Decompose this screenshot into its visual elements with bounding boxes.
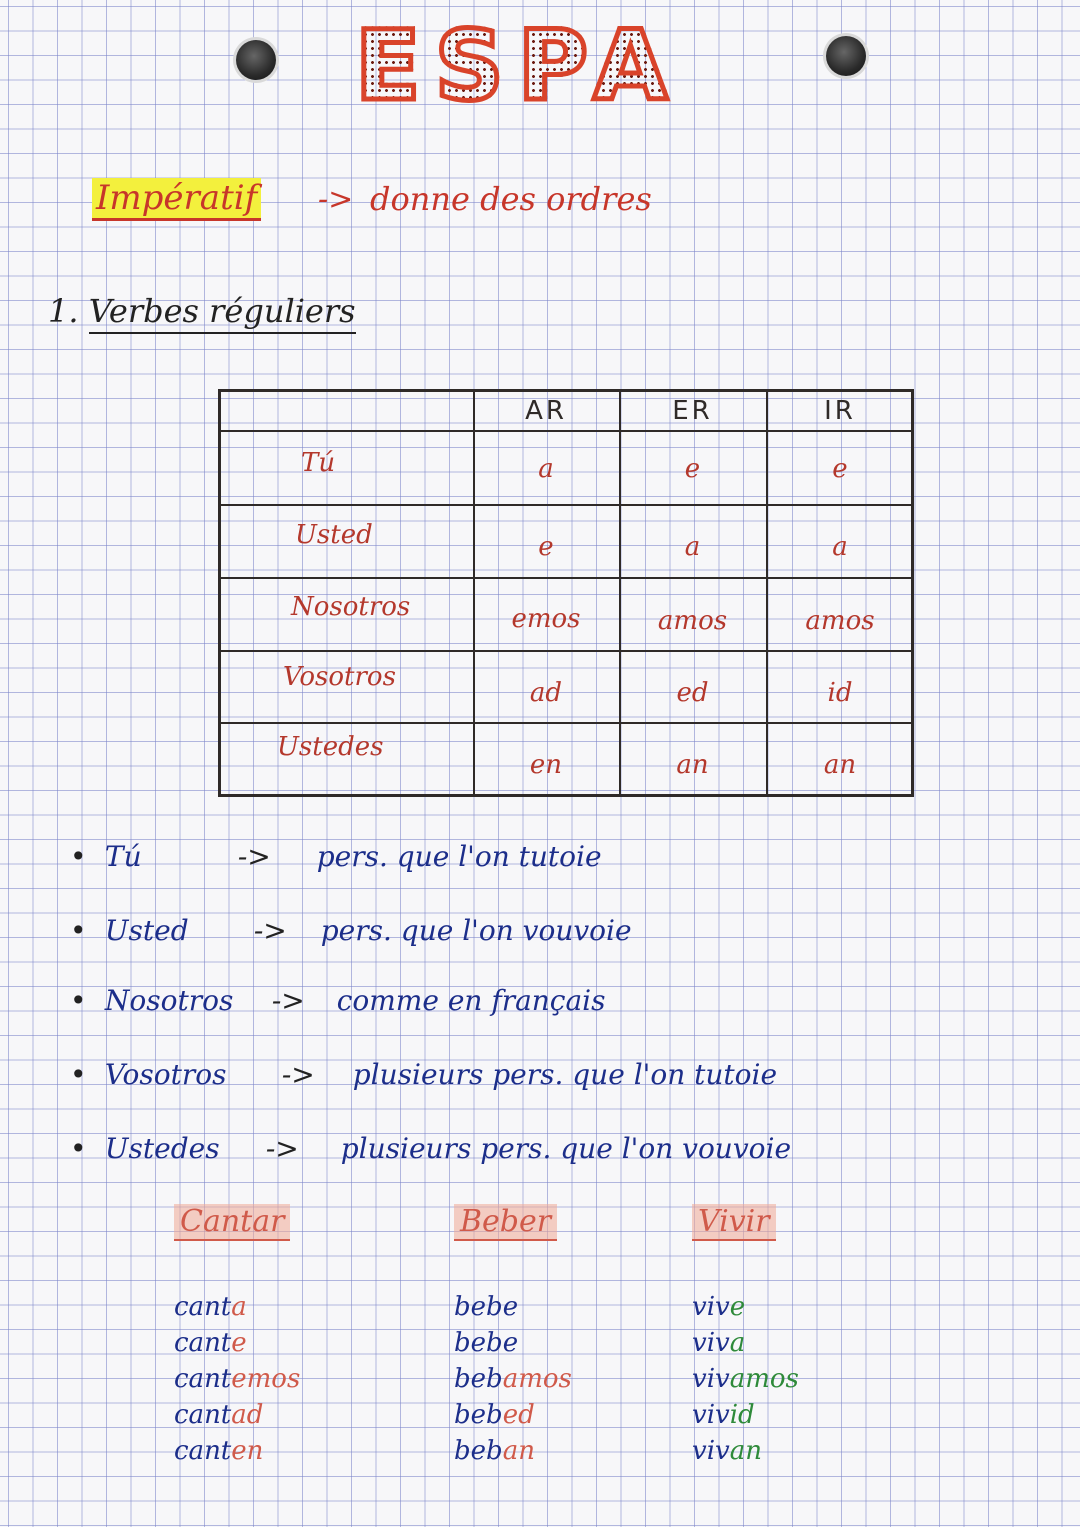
col-header-er: ER: [672, 396, 713, 426]
usage-pronoun: Vosotros: [104, 1058, 227, 1091]
endings-table: [218, 389, 914, 797]
ending-cell: a: [832, 532, 848, 562]
ending-cell: id: [827, 678, 853, 708]
page-title: ESPA: [355, 10, 682, 122]
usage-item-ustedes: [70, 1132, 791, 1165]
row-header-tu: Tú: [301, 448, 336, 478]
section-number: 1.: [48, 292, 79, 330]
row-header-vosotros: Vosotros: [283, 662, 396, 692]
bullet: •: [70, 914, 87, 947]
conjugation-line: viva: [692, 1328, 746, 1358]
ending-cell: e: [538, 532, 554, 562]
verb-heading: Vivir: [692, 1204, 776, 1241]
col-header-ar: AR: [525, 396, 567, 426]
usage-pronoun: Ustedes: [104, 1132, 220, 1165]
ending-cell: e: [832, 454, 848, 484]
ending-cell: amos: [657, 606, 728, 636]
topic-note: donne des ordres: [370, 180, 652, 218]
conjugation-line: cantemos: [174, 1364, 301, 1394]
conjugation-line: bebe: [454, 1292, 519, 1322]
conjugation-line: bebed: [454, 1400, 535, 1430]
ending-cell: a: [538, 454, 554, 484]
verb-heading: Beber: [454, 1204, 557, 1241]
ending-cell: emos: [511, 604, 581, 634]
usage-description: plusieurs pers. que l'on vouvoie: [340, 1132, 792, 1165]
bullet: •: [70, 840, 87, 873]
bullet: •: [70, 984, 87, 1017]
binder-hole-left: [236, 40, 276, 80]
conjugation-line: vivamos: [692, 1364, 799, 1394]
conjugation-line: beban: [454, 1436, 535, 1466]
binder-hole-right: [826, 36, 866, 76]
usage-pronoun: Tú: [104, 840, 142, 873]
ending-cell: an: [823, 750, 857, 780]
ending-cell: ad: [529, 678, 563, 708]
conjugation-line: vivan: [692, 1436, 762, 1466]
conjugation-line: canten: [174, 1436, 264, 1466]
usage-description: plusieurs pers. que l'on tutoie: [352, 1058, 778, 1091]
conjugation-line: cantad: [174, 1400, 264, 1430]
row-header-nosotros: Nosotros: [291, 592, 411, 622]
col-header-ir: IR: [824, 396, 856, 426]
bullet: •: [70, 1132, 87, 1165]
conjugation-line: bebamos: [454, 1364, 572, 1394]
section-heading: [48, 292, 356, 330]
conjugation-line: bebe: [454, 1328, 519, 1358]
topic-arrow: ->: [318, 182, 354, 217]
row-header-ustedes: Ustedes: [277, 732, 384, 762]
usage-pronoun: Nosotros: [104, 984, 234, 1017]
usage-arrow: ->: [271, 984, 305, 1017]
usage-description: pers. que l'on vouvoie: [320, 914, 632, 947]
row-header-usted: Usted: [295, 520, 373, 550]
usage-description: comme en français: [336, 984, 606, 1017]
conjugation-line: canta: [174, 1292, 247, 1322]
usage-arrow: ->: [253, 914, 287, 947]
section-title: Verbes réguliers: [89, 292, 356, 334]
usage-item-vosotros: [70, 1058, 777, 1091]
verb-heading: Cantar: [174, 1204, 290, 1241]
conjugation-line: vive: [692, 1292, 746, 1322]
example-beber: [454, 1204, 572, 1469]
bullet: •: [70, 1058, 87, 1091]
conjugation-line: vivid: [692, 1400, 755, 1430]
ending-cell: e: [684, 454, 701, 484]
usage-description: pers. que l'on tutoie: [316, 840, 602, 873]
usage-pronoun: Usted: [104, 914, 189, 947]
usage-item-usted: [70, 914, 632, 947]
example-vivir: [692, 1204, 799, 1469]
usage-item-tu: [70, 840, 602, 873]
ending-cell: ed: [676, 678, 709, 708]
usage-arrow: ->: [265, 1132, 299, 1165]
example-cantar: [174, 1204, 300, 1469]
usage-item-nosotros: [70, 984, 606, 1017]
conjugation-line: cante: [174, 1328, 247, 1358]
ending-cell: en: [529, 750, 563, 780]
ending-cell: amos: [805, 606, 875, 636]
ending-cell: an: [676, 750, 709, 780]
ending-cell: a: [684, 532, 701, 562]
usage-arrow: ->: [281, 1058, 315, 1091]
usage-arrow: ->: [237, 840, 271, 873]
topic-heading: Impératif: [92, 178, 261, 221]
